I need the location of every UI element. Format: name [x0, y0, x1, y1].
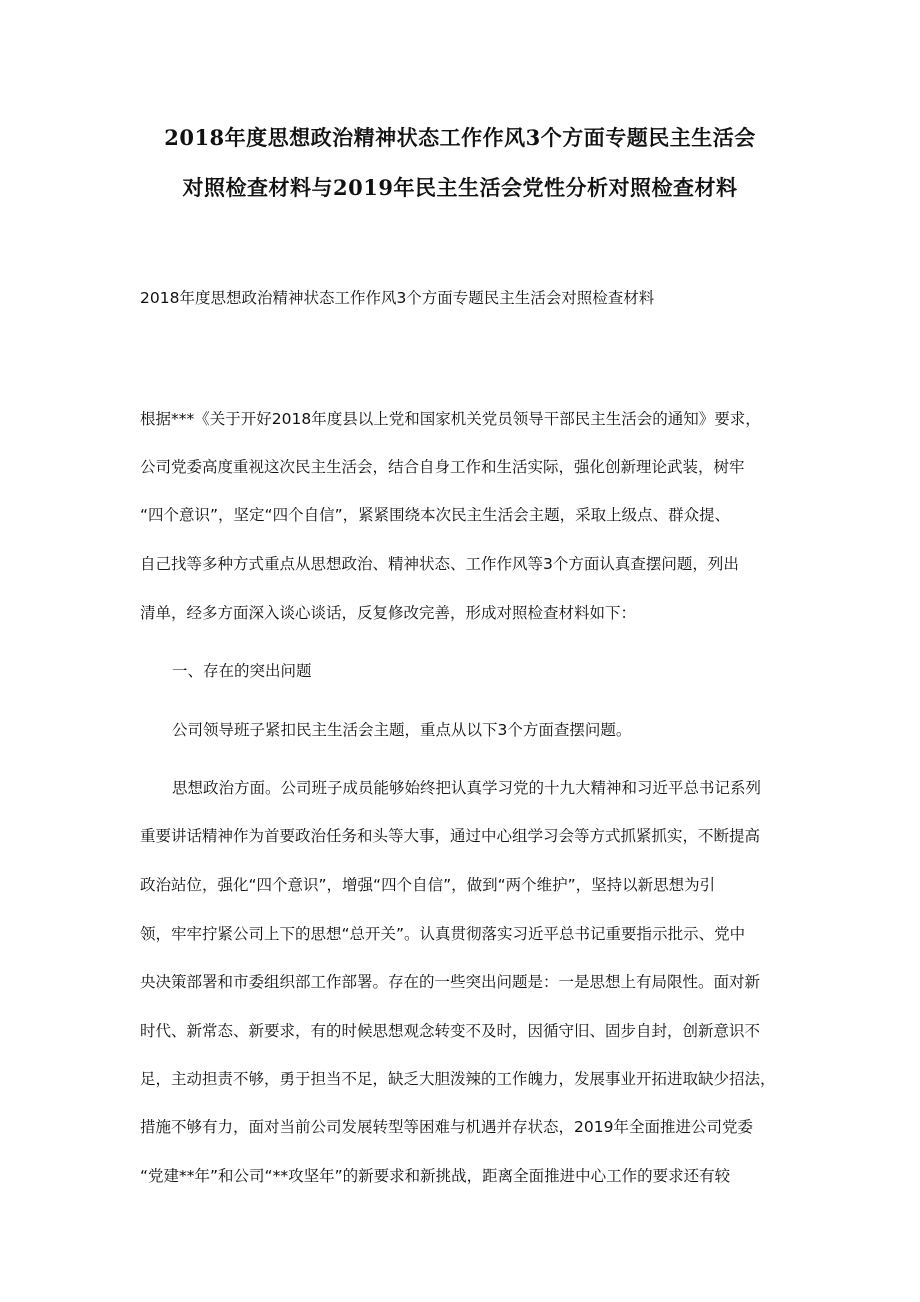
intro-line: “四个意识”，坚定“四个自信”，紧紧围绕本次民主生活会主题，采取上级点、群众提、 [140, 506, 731, 524]
document-title-line-2: 对照检查材料与2019年民主生活会党性分析对照检查材料 [182, 175, 738, 200]
body-line: 足，主动担责不够，勇于担当不足，缺乏大胆泼辣的工作魄力，发展事业开拓进取缺少招法， [140, 1070, 776, 1088]
document-subtitle: 2018年度思想政治精神状态工作作风3个方面专题民主生活会对照检查材料 [140, 289, 655, 307]
body-line: “党建**年”和公司“**攻坚年”的新要求和新挑战，距离全面推进中心工作的要求还有较 [140, 1167, 731, 1185]
body-line: 思想政治方面。公司班子成员能够始终把认真学习党的十九大精神和习近平总书记系列 [172, 779, 762, 797]
document-title-line-1: 2018年度思想政治精神状态工作作风3个方面专题民主生活会 [164, 125, 756, 150]
body-line: 时代、新常态、新要求，有的时候思想观念转变不及时，因循守旧、固步自封，创新意识不 [140, 1022, 761, 1040]
intro-line: 公司党委高度重视这次民主生活会，结合自身工作和生活实际，强化创新理论武装，树牢 [140, 458, 745, 476]
body-line: 央决策部署和市委组织部工作部署。存在的一些突出问题是：一是思想上有局限性。面对新 [140, 973, 761, 991]
body-line: 政治站位，强化“四个意识”，增强“四个自信”，做到“两个维护”，坚持以新思想为引 [140, 876, 716, 894]
body-line: 领，牢牢拧紧公司上下的思想“总开关”。认真贯彻落实习近平总书记重要指示批示、党中 [140, 925, 746, 943]
intro-line: 清单，经多方面深入谈心谈话，反复修改完善，形成对照检查材料如下： [140, 604, 637, 622]
intro-line: 根据***《关于开好2018年度县以上党和国家机关党员领导干部民主生活会的通知》要求， [140, 410, 761, 428]
intro-line: 自己找等多种方式重点从思想政治、精神状态、工作作风等3个方面认真查摆问题，列出 [140, 555, 739, 573]
section-heading: 一、存在的突出问题 [172, 662, 312, 680]
section-intro: 公司领导班子紧扣民主生活会主题，重点从以下3个方面查摆问题。 [172, 721, 632, 739]
body-line: 重要讲话精神作为首要政治任务和头等大事，通过中心组学习会等方式抓紧抓实，不断提高 [140, 827, 761, 845]
body-line: 措施不够有力，面对当前公司发展转型等困难与机遇并存状态，2019年全面推进公司党委 [140, 1118, 753, 1136]
